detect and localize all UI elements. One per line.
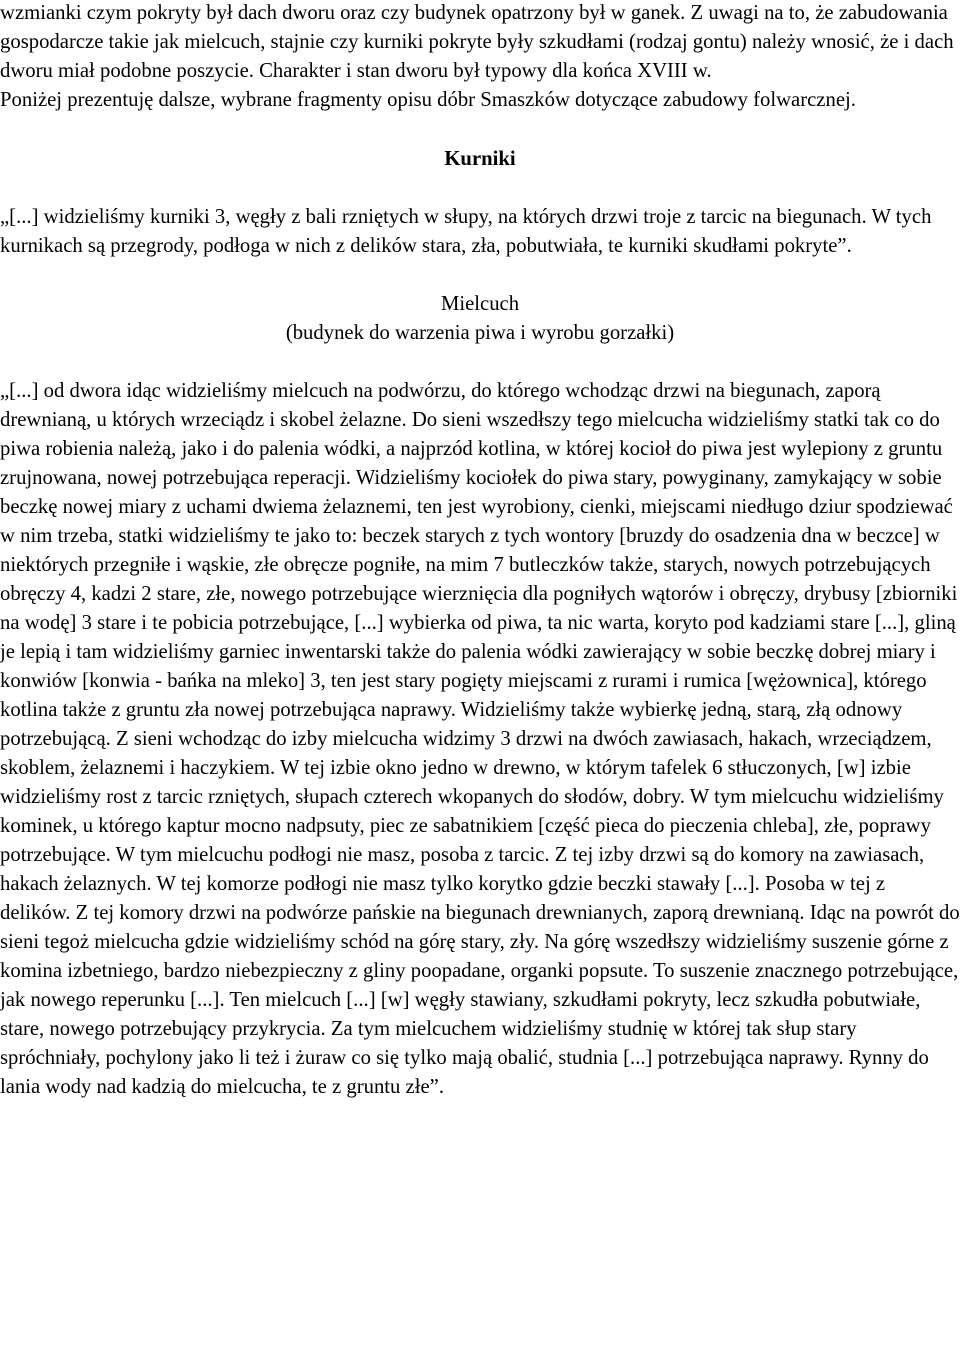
intro-paragraph-2: Poniżej prezentuję dalsze, wybrane fragmenty opisu dóbr Smaszków dotyczące zabudowy folwarcznej. — [0, 89, 856, 111]
spacer — [0, 174, 960, 203]
section-heading-kurniki: Kurniki — [444, 148, 516, 170]
mielcuch-quote-paragraph: „[...] od dwora idąc widzieliśmy mielcuch na podwórzu, do którego wchodząc drzwi na biegunach, zaporą drewnianą, u których wrzeciądz i skobel żelazne. Do sieni wszedłszy tego mielcucha widzieliśmy statki tak co do piwa robienia należą, jako i do palenia wódki, a najprzód kotlina, w której kocioł do piwa jest wylepiony z gruntu zrujnowana, nowej potrzebująca reperacji. Widzieliśmy kociołek do piwa stary, powyginany, zamykający w sobie beczkę nowej miary z uchami dwiema żelaznemi, ten jest wyrobiony, cienki, miejscami niedługo dziur spodziewać w nim trzeba, statki widzieliśmy te jako to: beczek starych z tych wontory [bruzdy do osadzenia dna w beczce] w niektórych przegniłe i wąskie, złe obręcze pogniłe, na mim 7 butleczków także, starych, nowych potrzebujących obręczy 4, kadzi 2 stare, złe, nowego potrzebujące wierznięcia dla pogniłych wątorów i obręczy, drybusy [zbiorniki na wodę] 3 stare i te pobicia potrzebujące, [...] wybierka od piwa, ta nic warta, koryto pod kadziami stare [...], gliną je lepią i tam widzieliśmy garniec inwentarski także do palenia wódki zawierający w sobie beczkę dobrej miary i konwiów [konwia - bańka na mleko] 3, ten jest stary pogięty miejscami z rurami i rumica [wężownica], którego kotlina także z gruntu zła nowej potrzebująca naprawy. Widzieliśmy także wybierkę jedną, starą, złą odnowy potrzebującą. Z sieni wchodząc do izby mielcucha widzimy 3 drzwi na dwóch zawiasach, hakach, wrzeciądzem, skoblem, żelaznemi i haczykiem. W tej izbie okno jedno w drewno, w którym tafelek 6 stłuczonych, [w] izbie widzieliśmy rost z tarcic rzniętych, słupach czterech wkopanych do słodów, dobry. W tym mielcuchu widzieliśmy kominek, u którego kaptur mocno nadpsuty, piec ze sabatnikiem [część pieca do pieczenia chleba], złe, poprawy potrzebujące. W tym mielcuchu podłogi nie masz, posoba z tarcic. Z tej izby drzwi są do komory na zawiasach, hakach żelaznych. W tej komorze podłogi nie masz tylko korytko gdzie beczki stawały [...]. Posoba w tej z delików. Z tej komory drzwi na podwórze pańskie na biegunach drewnianych, zaporą drewnianą. Idąc na powrót do sieni tegoż mielcucha gdzie widzieliśmy schód na górę stary, zły. Na górę wszedłszy widzieliśmy suszenie górne z komina izbetniego, bardzo niebezpieczny z gliny poopadane, organki popsute. To suszenie znacznego potrzebujące, jak nowego reperunku [...]. Ten mielcuch [...] [w] węgły stawiany, szkudłami pokryty, lecz szkudła pobutwiałe, stare, nowego potrzebujący przykrycia. Za tym mielcuchem widzieliśmy studnię w której tak słup stary spróchniały, pochylony jako li też i żuraw co się tylko mają obalić, studnia [...] potrzebująca naprawy. Rynny do lania wody nad kadzią do mielcucha, te z gruntu złe”. — [0, 380, 960, 1098]
spacer — [0, 261, 960, 290]
spacer — [0, 348, 960, 377]
spacer — [0, 115, 960, 145]
section-subheading-mielcuch: (budynek do warzenia piwa i wyrobu gorzałki) — [285, 322, 675, 344]
section-heading-mielcuch: Mielcuch — [440, 293, 520, 315]
intro-paragraph: wzmianki czym pokryty był dach dworu oraz czy budynek opatrzony był w ganek. Z uwagi na to, że zabudowania gospodarcze takie jak mielcuch, stajnie czy kurniki pokryte były szkudłami (rodzaj gontu) należy wnosić, że i dach dworu miał podobne poszycie. Charakter i stan dworu był typowy dla końca XVIII w. — [0, 2, 954, 82]
kurniki-quote-paragraph: „[...] widzieliśmy kurniki 3, węgły z bali rzniętych w słupy, na których drzwi troje z tarcic na biegunach. W tych kurnikach są przegrody, podłoga w nich z delików stara, zła, pobutwiała, te kurniki skudłami pokryte”. — [0, 206, 932, 257]
